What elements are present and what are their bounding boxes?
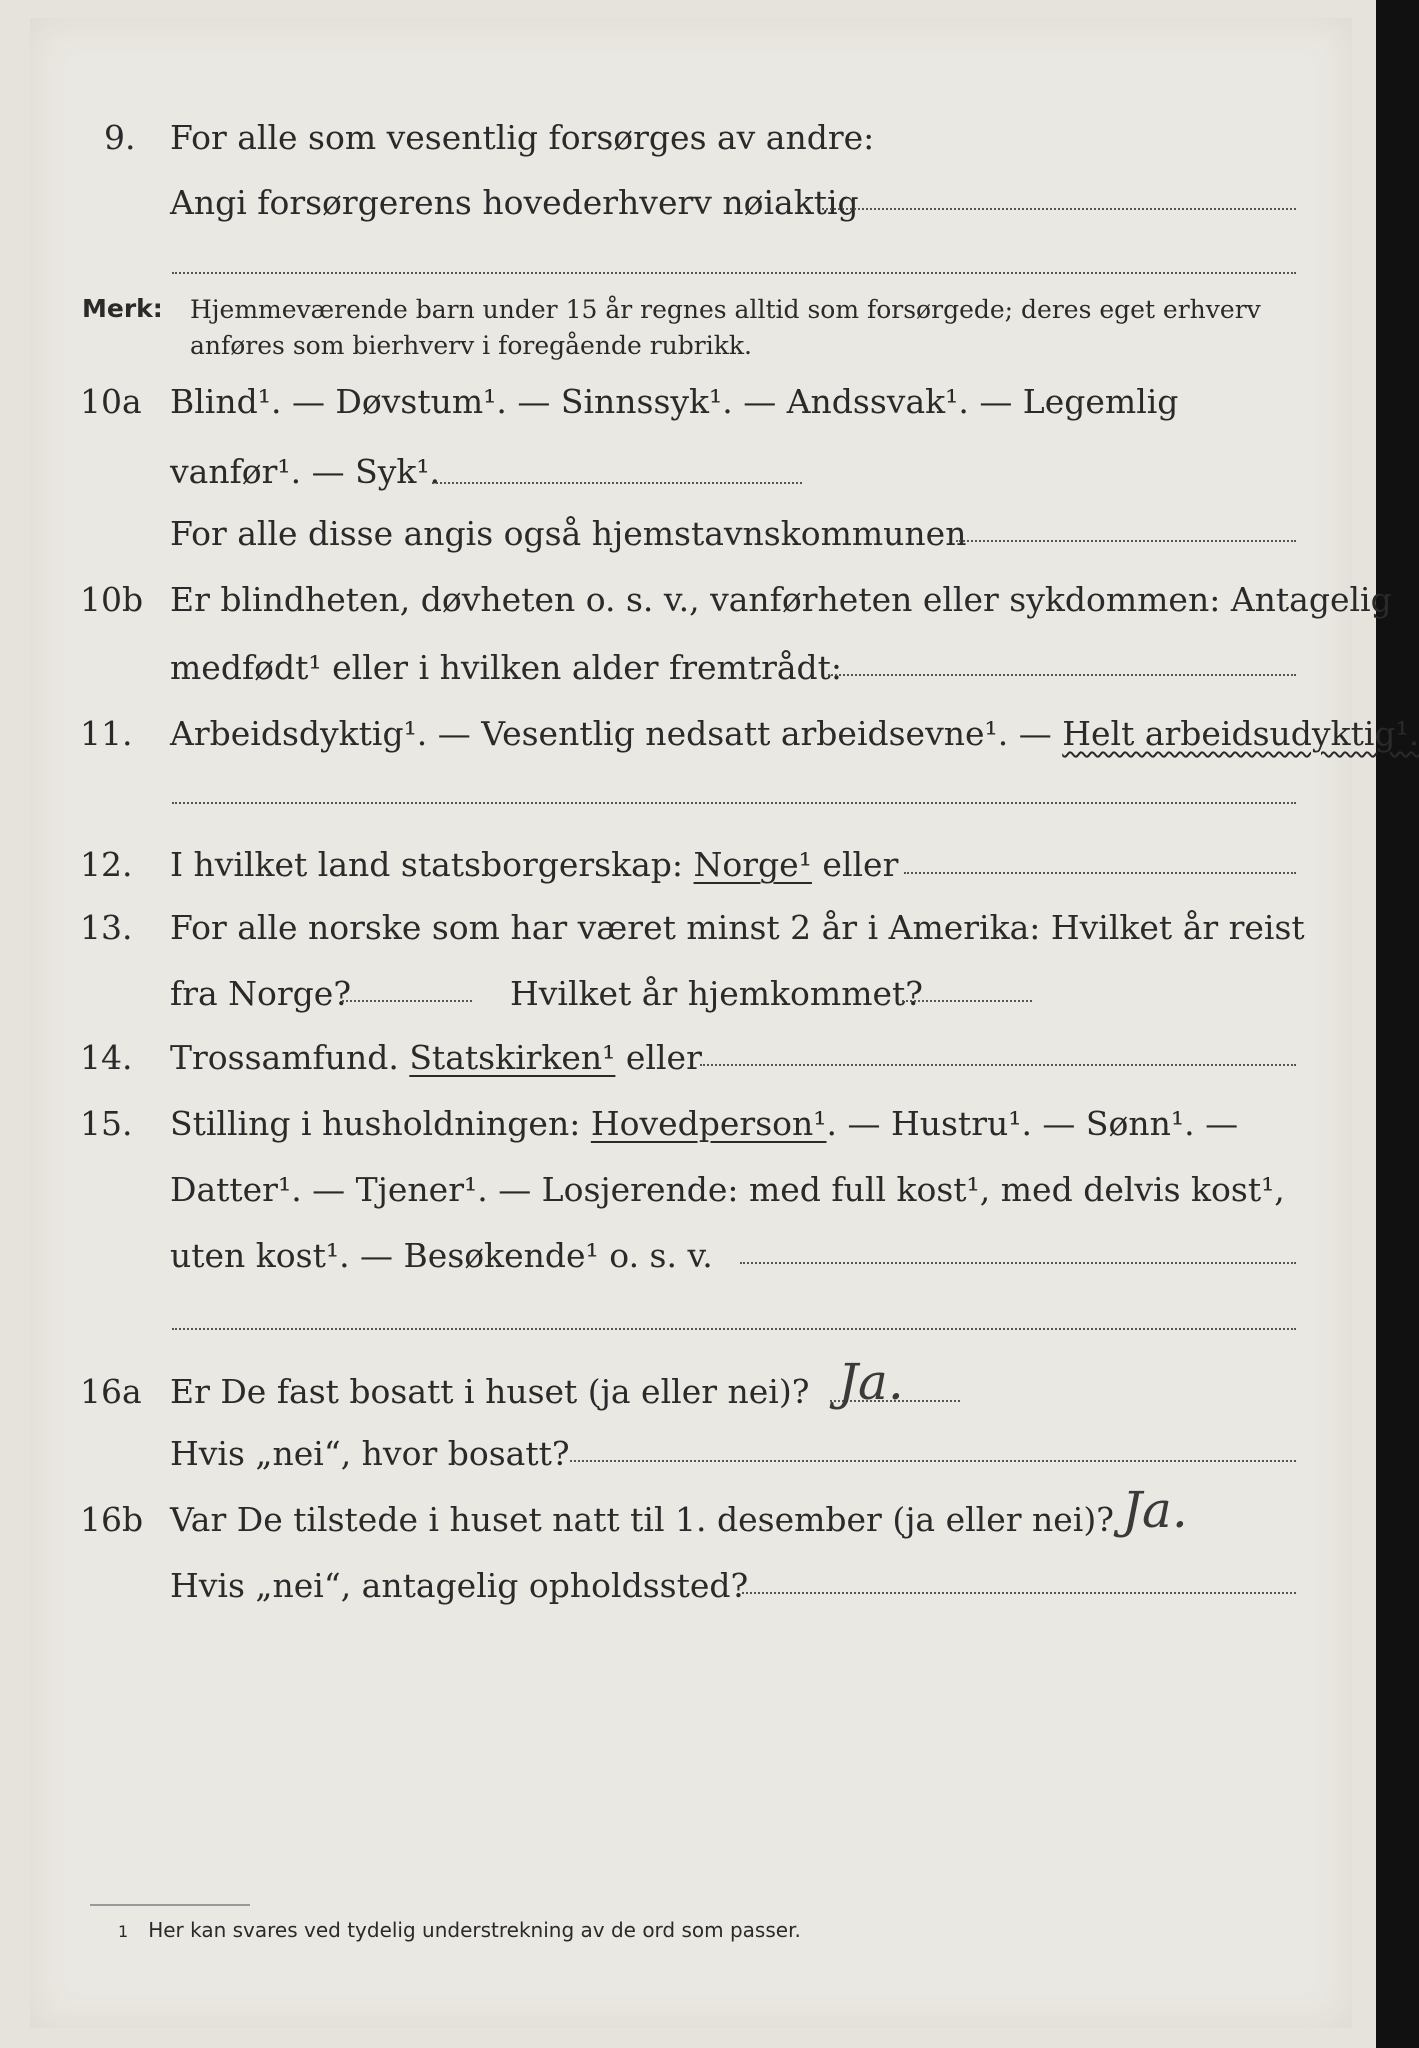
q13-line2b: Hvilket år hjemkommet? xyxy=(510,974,923,1013)
merk-line2: anføres som bierhverv i foregående rubrikk. xyxy=(190,331,752,360)
q10a-line1: Blind¹. — Døvstum¹. — Sinnssyk¹. — Andssvak¹. — Legemlig xyxy=(170,382,1179,421)
q16b-line1: Var De tilstede i huset natt til 1. desember (ja eller nei)? xyxy=(170,1500,1114,1539)
q11-line1 xyxy=(170,714,1419,754)
q14-answer-line[interactable] xyxy=(700,1064,1296,1066)
q15-selected-hovedperson[interactable]: Hovedperson¹ xyxy=(590,1104,827,1143)
q9-number: 9. xyxy=(104,118,136,157)
q16b-handwritten-answer: Ja. xyxy=(1122,1481,1188,1539)
q10b-answer-line[interactable] xyxy=(828,674,1296,676)
q9-line2: Angi forsørgerens hovederhverv nøiaktig xyxy=(170,183,859,222)
q14-eller: eller xyxy=(615,1038,702,1077)
q11-options: Arbeidsdyktig¹. — Vesentlig nedsatt arbeidsevne¹. — xyxy=(170,714,1063,753)
q9-line1: For alle som vesentlig forsørges av andre: xyxy=(170,118,875,157)
q12-eller: eller xyxy=(811,845,899,884)
q14-number: 14. xyxy=(80,1038,133,1077)
q15-line2: Datter¹. — Tjener¹. — Losjerende: med full kost¹, med delvis kost¹, xyxy=(170,1170,1285,1209)
q12-number: 12. xyxy=(80,845,133,884)
merk-line1: Hjemmeværende barn under 15 år regnes alltid som forsørgede; deres eget erhverv xyxy=(190,295,1261,324)
footnote-rule xyxy=(90,1904,250,1906)
q10a-line2: vanfør¹. — Syk¹. xyxy=(170,452,441,491)
q15-answer-line[interactable] xyxy=(740,1262,1296,1264)
q11-answer-line[interactable] xyxy=(172,802,1296,804)
footnote xyxy=(118,1915,801,1947)
q16a-line2: Hvis „nei“, hvor bosatt? xyxy=(170,1434,570,1473)
q14-label: Trossamfund. xyxy=(170,1038,410,1077)
q16b-line2: Hvis „nei“, antagelig opholdssted? xyxy=(170,1566,749,1605)
q13-line1: For alle norske som har været minst 2 år i Amerika: Hvilket år reist xyxy=(170,908,1305,947)
q16a-line1: Er De fast bosatt i huset (ja eller nei)? xyxy=(170,1372,810,1411)
footnote-number: 1 xyxy=(118,1922,129,1941)
q13-hjemkommet-line[interactable] xyxy=(902,1000,1032,1002)
q13-line2a: fra Norge? xyxy=(170,974,352,1013)
q14-line xyxy=(170,1038,702,1078)
footnote-text: Her kan svares ved tydelig understrekning av de ord som passer. xyxy=(148,1918,801,1942)
q16a-bosatt-line[interactable] xyxy=(570,1460,1296,1462)
q16a-handwritten-answer: Ja. xyxy=(838,1353,904,1411)
q10a-number: 10a xyxy=(80,382,142,421)
q12-line xyxy=(170,845,898,885)
q14-selected-statskirken[interactable]: Statskirken¹ xyxy=(409,1038,616,1077)
q10b-number: 10b xyxy=(80,580,144,619)
q12-selected-norge[interactable]: Norge¹ xyxy=(693,845,812,884)
q15-label: Stilling i husholdningen: xyxy=(170,1104,591,1143)
q16b-opholdssted-line[interactable] xyxy=(742,1592,1296,1594)
q10b-line1: Er blindheten, døvheten o. s. v., vanførheten eller sykdommen: Antagelig xyxy=(170,580,1392,619)
q15-line3: uten kost¹. — Besøkende¹ o. s. v. xyxy=(170,1236,713,1275)
q10a-answer-line[interactable] xyxy=(432,482,802,484)
q11-number: 11. xyxy=(80,714,133,753)
q15-line1 xyxy=(170,1104,1238,1144)
q15-options-rest: . — Hustru¹. — Sønn¹. — xyxy=(826,1104,1239,1143)
q10a-hjemstavn-line[interactable] xyxy=(956,540,1296,542)
q12-answer-line[interactable] xyxy=(904,872,1296,874)
q12-question: I hvilket land statsborgerskap: xyxy=(170,845,694,884)
q13-number: 13. xyxy=(80,908,133,947)
merk-label: Merk: xyxy=(82,294,163,323)
q10a-line3: For alle disse angis også hjemstavnskommunen xyxy=(170,514,967,553)
q9-answer-line[interactable] xyxy=(822,208,1296,210)
q9-answer-line-2[interactable] xyxy=(172,272,1296,274)
q16a-number: 16a xyxy=(80,1372,142,1411)
q15-answer-line-2[interactable] xyxy=(172,1328,1296,1330)
q10b-line2: medfødt¹ eller i hvilken alder fremtrådt: xyxy=(170,648,843,687)
q13-reist-line[interactable] xyxy=(342,1000,472,1002)
q11-selected-option[interactable]: Helt arbeidsudyktig¹. xyxy=(1062,714,1419,753)
q16b-number: 16b xyxy=(80,1500,144,1539)
q15-number: 15. xyxy=(80,1104,133,1143)
